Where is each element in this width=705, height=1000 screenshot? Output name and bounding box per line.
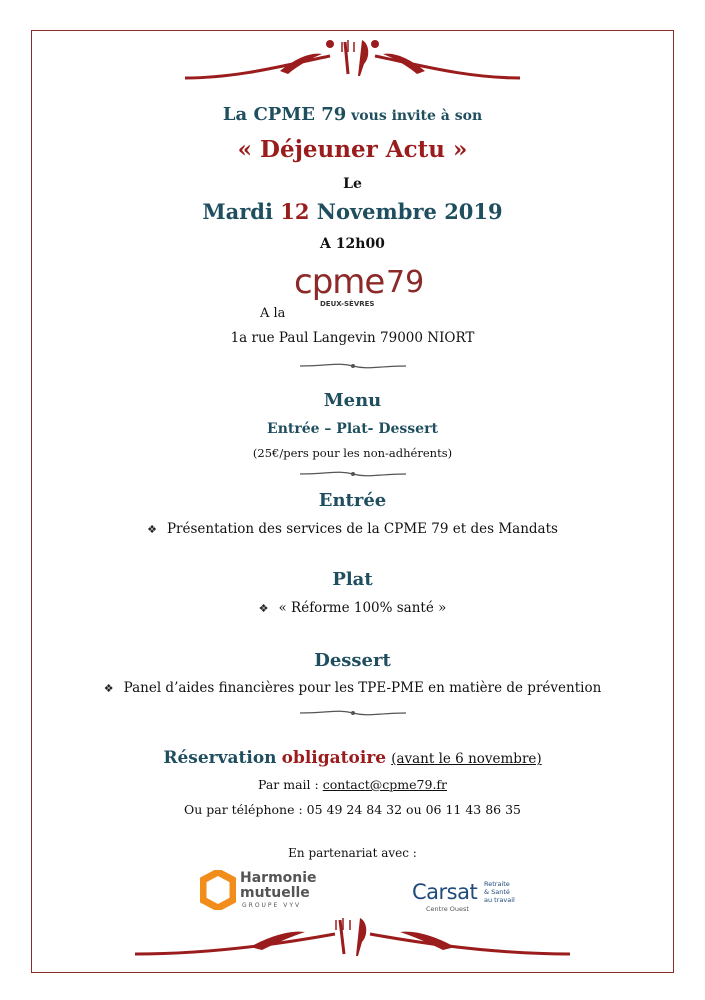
address: 1a rue Paul Langevin 79000 NIORT xyxy=(230,330,475,346)
event-time: A 12h00 xyxy=(320,236,385,252)
carsat-tag3: au travail xyxy=(484,896,515,904)
divider-ornament-icon xyxy=(298,468,408,480)
section-title-entree: Entrée xyxy=(318,490,387,511)
cpme-logo-subtitle: DEUX-SÈVRES xyxy=(320,300,375,308)
mail-line xyxy=(0,777,705,792)
date-month: Novembre xyxy=(316,199,437,224)
le-label: Le xyxy=(343,176,362,192)
carsat-tag1: Retraite xyxy=(484,880,510,888)
date-num: 12 xyxy=(280,199,310,224)
section-title-dessert: Dessert xyxy=(314,650,391,671)
bottom-ornament-icon xyxy=(130,914,575,964)
mail-link[interactable]: contact@cpme79.fr xyxy=(322,777,448,792)
reservation-label: Réservation xyxy=(163,748,277,768)
menu-item-text: Présentation des services de la CPME 79 et des Mandats xyxy=(166,521,558,537)
menu-courses: Entrée – Plat- Dessert xyxy=(267,421,438,437)
divider-ornament-icon xyxy=(298,707,408,719)
menu-item-plat xyxy=(0,600,705,616)
intro-line xyxy=(0,104,705,125)
diamond-bullet-icon: ❖ xyxy=(103,682,114,695)
price-note: (25€/pers pour les non-adhérents) xyxy=(252,446,453,460)
date-day: Mardi xyxy=(202,199,273,224)
menu-item-entree xyxy=(0,521,705,537)
cpme-logo-number: 79 xyxy=(386,265,425,300)
harmonie-mutuelle-logo xyxy=(200,868,317,912)
reservation-deadline: (avant le 6 novembre) xyxy=(391,751,542,767)
event-date xyxy=(0,199,705,224)
divider-ornament-icon xyxy=(298,360,408,372)
intro-org: La CPME 79 xyxy=(222,104,347,125)
harmonie-line1: Harmonie xyxy=(240,870,317,886)
cpme-logo-text: cpme xyxy=(294,262,385,302)
top-ornament-icon xyxy=(180,34,525,84)
menu-title: Menu xyxy=(323,390,382,411)
carsat-tag2: & Santé xyxy=(484,888,510,896)
partners-label: En partenariat avec : xyxy=(288,846,417,860)
at-label: A la xyxy=(260,306,286,321)
event-name: « Déjeuner Actu » xyxy=(237,136,468,163)
reservation-mandatory: obligatoire xyxy=(281,748,387,768)
carsat-name: Carsat xyxy=(412,880,478,904)
menu-item-dessert xyxy=(0,680,705,696)
carsat-region: Centre Ouest xyxy=(426,905,469,913)
mail-label: Par mail : xyxy=(257,777,323,792)
diamond-bullet-icon: ❖ xyxy=(147,523,157,536)
harmonie-group: GROUPE VYV xyxy=(242,902,302,909)
section-title-plat: Plat xyxy=(332,569,373,590)
carsat-logo xyxy=(412,880,522,916)
harmonie-line2: mutuelle xyxy=(240,885,310,901)
menu-item-text: Panel d’aides financières pour les TPE-PME en matière de prévention xyxy=(123,680,602,696)
phone-line: Ou par téléphone : 05 49 24 84 32 ou 06 11 43 86 35 xyxy=(183,802,522,817)
diamond-bullet-icon: ❖ xyxy=(258,602,269,615)
cpme79-logo xyxy=(294,264,434,314)
hexagon-logo-icon xyxy=(200,870,236,910)
reservation-line xyxy=(0,748,705,768)
date-year: 2019 xyxy=(444,199,503,224)
intro-rest: vous invite à son xyxy=(346,108,483,124)
menu-item-text: « Réforme 100% santé » xyxy=(278,600,447,616)
